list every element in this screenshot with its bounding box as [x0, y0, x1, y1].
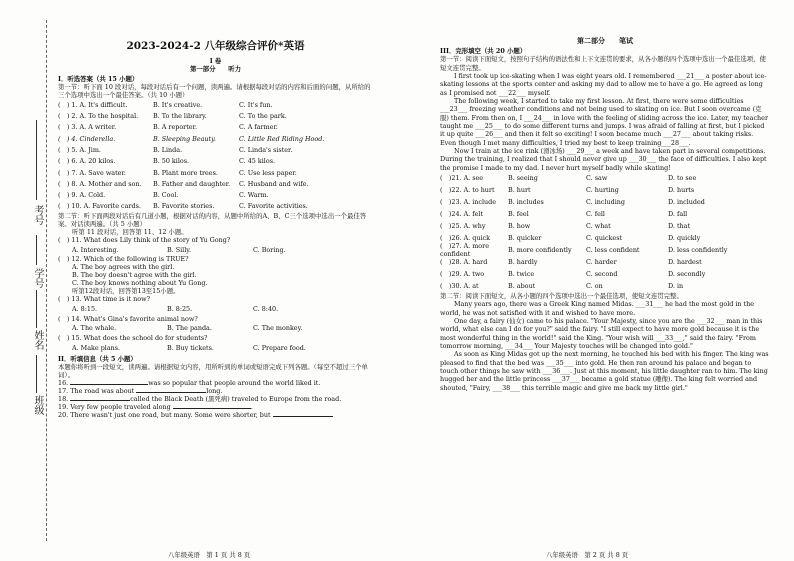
choice-row: ( )30. A. at B. about C. on D. in	[440, 281, 684, 290]
exam-no-label: 考号	[32, 205, 43, 225]
q14-options: A. The whale. B. The panda. C. The monkey.	[72, 324, 303, 333]
q1-10-list	[58, 99, 373, 212]
choice-row: ( )22. A. to hurt B. hurt C. hurting D. hurts	[440, 185, 695, 194]
question-row: ( ) 9. A. Cold. B. Cool. C. Warm.	[58, 191, 269, 200]
q13-options: A. 8:15. B. 8:25. C. 8:40.	[72, 305, 279, 314]
question-row: ( ) 7. A. Save water. B. Plant more trees. C. Use less paper.	[58, 168, 297, 177]
fill-16: 16. was so popular that people around the world liked it.	[58, 379, 321, 388]
question-row: ( ) 1. A. It's difficult. B. It's creative. C. It's fun.	[58, 100, 273, 109]
section-3-heading: III．完形填空（共 20 小题）	[440, 47, 527, 56]
page-2-footer: 八年级英语 第 2 页 共 8 页	[546, 551, 629, 559]
class-line	[36, 355, 37, 393]
passage-1-para-1: I first took up ice-skating when I was eight years old. I remembered ___21___ a poster about ice-skating lessons at the sports center and asking my dad to allow me to have a go. He agreed as long as I promised not ___22___ myself.	[440, 72, 767, 97]
section-1-instructions: 第一节：听下面 10 段对话，每段对话后有一个问题，读两遍。请根据每段对话的内容和后面的问题，从所给的三个选项中选出一个最佳答案。（共 10 小题）	[58, 83, 371, 100]
blank-16[interactable]	[70, 384, 148, 385]
question-row: ( ) 4. Cinderella. B. Sleeping Beauty. C. Little Red Riding Hood.	[58, 134, 325, 143]
choice-row: ( )25. A. why B. how C. what D. that	[440, 221, 691, 230]
q12-option-c: C. The boy knows nothing about Yu Gong.	[72, 279, 208, 288]
passage-2-para-1: Many years ago, there was a Greek King named Midas. ___31___ he had the most gold in the world, he was not satisfied with it and wished to have more.	[440, 300, 755, 317]
blank-18[interactable]	[70, 400, 130, 401]
section-3-part2-instructions: 第二节：阅读下面短文，从各小题的四个选项中选出一个最佳选项，使短文连贯完整。	[440, 292, 683, 301]
page-2	[440, 36, 770, 392]
question-12: ( ) 12. Which of the following is TRUE?	[58, 255, 189, 264]
question-14: ( ) 14. What's Gina's favorite animal now?	[58, 314, 198, 323]
cut-line	[46, 20, 47, 541]
choice-row: ( )27. A. more confident B. more confidently C. less confident D. less confidently	[440, 241, 728, 259]
blank-19[interactable]	[173, 408, 251, 409]
listening-part: 第一部分 听力	[189, 65, 242, 74]
class-label: 班级	[32, 395, 43, 415]
q12-option-b: B. The boy doesn't agree with the girl.	[72, 271, 197, 280]
question-15: ( ) 15. What does the school do for students?	[58, 333, 208, 342]
exam-title: 2023-2024-2 八年级综合评价*英语	[126, 40, 305, 52]
question-row: ( ) 10. A. Favorite cards. B. Favorite stories. C. Favorite activities.	[58, 202, 308, 211]
written-part: 第二部分 笔试	[577, 36, 633, 45]
exam-no-line	[36, 120, 37, 200]
section-1-part2-instructions: 第二节：听下面两段对话后有几道小题，根据对话的内容，从题中所给的A、B、C三个选项中选出一个最佳答案。对话读两遍。（共 5 小题）	[58, 212, 367, 229]
choice-row: ( )29. A. two B. twice C. second D. secondly	[440, 269, 706, 278]
question-row: ( ) 6. A. 20 kilos. B. 50 kilos. C. 45 kilos.	[58, 157, 276, 166]
q12-option-a: A. The boy agrees with the girl.	[72, 263, 175, 272]
question-row: ( ) 8. A. Mother and son. B. Father and daughter. C. Husband and wife.	[58, 179, 309, 188]
fill-18: 18. called the Black Death (黑死病) traveled to Europe from the road.	[58, 395, 342, 404]
choice-row: ( )24. A. felt B. feel C. fell D. fall	[440, 209, 688, 218]
sub-instruction-2: 听第12段对话，回答第13至15小题。	[72, 287, 180, 296]
seat-line	[36, 235, 37, 265]
section-2-heading: II．听填信息（共 5 小题）	[58, 355, 137, 364]
section-2-instructions: 本题你将听到一段短文，读两遍。请根据短文内容，用所听到的单词或短语完成下列各题。（每空不超过三个单词）。	[58, 363, 368, 380]
question-row: ( ) 2. A. To the hospital. B. To the library. C. To the park.	[58, 112, 287, 121]
question-row: ( ) 5. A. Jim. B. Linda. C. Linda's sister.	[58, 145, 293, 154]
page-1-footer: 八年级英语 第 1 页 共 8 页	[168, 551, 251, 559]
q15-options: A. Make plans. B. Buy tickets. C. Prepare food.	[72, 343, 306, 352]
volume-label: I 卷	[209, 57, 222, 66]
passage-1-para-3: Now I train at the ice rink (滑冰场) ___29___ a week and have taken part in several competitions. During the training, I realized that I should never give up ___30___ the face of difficulties. I also kept the promise I made to my dad. I never hurt myself badly while skating!	[440, 147, 767, 172]
question-13: ( ) 13. What time is it now?	[58, 295, 151, 304]
choice-row: ( )26. A. quick B. quicker C. quickest D. quickly	[440, 233, 701, 242]
fill-17: 17. The road was about long.	[58, 387, 223, 396]
choice-row: ( )28. A. hard B. hardly C. harder D. hardest	[440, 257, 702, 266]
passage-2-para-2: One day, a fairy (仙女) came to his palace. "Your Majesty, since you are the ___32___ man in this world, what else can I do for you?" said the fairy. "I still expect to have more gold because it is the most wonderful thing in the world!" said the King. "Your wish will ___33___," said the fairy. "From tomorrow morning, ___34___ Your Majesty touches will be changed into gold."	[440, 317, 763, 350]
name-line	[36, 290, 37, 328]
seat-label: 学号	[32, 268, 43, 288]
binding-margin	[6, 0, 52, 561]
blank-20[interactable]	[273, 416, 333, 417]
question-11: ( ) 11. What does Lily think of the story of Yu Gong?	[58, 236, 231, 245]
passage-1-para-2: The following week, I started to take my first lesson. At first, there were some difficulties ___23___ freezing weather conditions and not being used to skating on ice. But I soon overcame (克服) them. From then on, I ___24___ in love with the feeling of sliding across the ice. Later, my teacher taught me ___25___ to do some different turns and jumps. I was afraid of falling at first, but I picked it up quite ___26___ and then it felt so exciting! I soon became much ___27___ about taking risks. Even though I met many difficulties, I tried my best to keep training___28___.	[440, 97, 768, 147]
choice-row: ( )21. A. see B. seeing C. saw D. to see	[440, 173, 697, 182]
passage-2-para-3: As soon as King Midas got up the next morning, he touched his bed with his finger. The king was pleased to find that the bed was ___35___ into gold. He then ran around his palace and began to touch other things he saw with ___36___. Just at this moment, his little daughter ran to him. The king hugged her and the little princess ___37___ became a gold statue (雕像). The king felt worried and shouted, "Fairy, ___38___ this terrible magic and give me back my little girl."	[440, 350, 769, 392]
sub-instruction-1: 听第 11 段对话，回答第 11、12 小题。	[72, 228, 188, 237]
mc-21-30	[440, 172, 770, 292]
fill-20: 20. There wasn't just one road, but many. Some were shorter, but	[58, 411, 373, 419]
choice-row: ( )23. A. include B. includes C. including D. included	[440, 197, 705, 206]
name-label: 姓名	[32, 330, 43, 350]
blank-17[interactable]	[136, 392, 206, 393]
page-1	[58, 40, 373, 419]
question-row: ( ) 3. A. A writer. B. A reporter. C. A farmer.	[58, 123, 278, 132]
q11-options: A. Interesting. B. Silly. C. Boring.	[72, 245, 286, 254]
fill-19: 19. Very few people traveled along .	[58, 403, 253, 412]
section-1-heading: I．听选答案（共 15 小题）	[58, 75, 139, 84]
section-3-instructions: 第一节：阅读下面短文，按照句子结构的语法性和上下文连贯的要求，从各小题的四个选项中选出一个最佳选项，使短文连贯完整。	[440, 55, 766, 72]
